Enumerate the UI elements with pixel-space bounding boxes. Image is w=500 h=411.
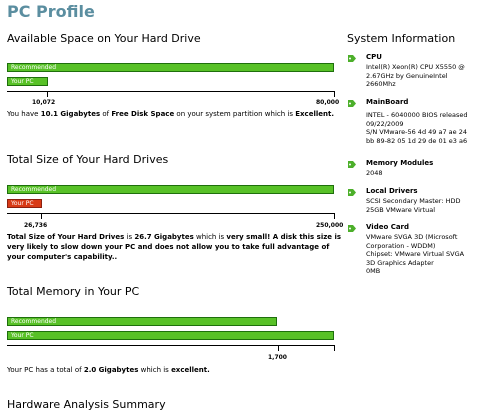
axis-tick xyxy=(47,91,48,97)
axis-tick-label: 1,700 xyxy=(268,354,287,361)
memory-summary: Your PC has a total of 2.0 Gigabytes which is excellent. xyxy=(7,366,210,374)
your-pc-bar xyxy=(7,331,334,340)
axis-tick-label: 26,736 xyxy=(24,222,48,229)
tag-icon xyxy=(347,224,357,233)
system-info-heading: System Information xyxy=(347,32,456,45)
axis-tick-label: 250,000 xyxy=(316,222,344,229)
tag-icon xyxy=(347,54,357,63)
axis-tick xyxy=(334,91,335,97)
total-size-heading: Total Size of Your Hard Drives xyxy=(7,153,169,166)
system-item-value: 2048 xyxy=(366,169,383,177)
recommended-bar xyxy=(7,317,277,326)
system-item-label: Local Drivers xyxy=(366,187,418,195)
recommended-bar-label: Recommended xyxy=(11,64,57,71)
axis-tick xyxy=(334,345,335,351)
system-item-value: SCSI Secondary Master: HDD 25GB VMware Virtual xyxy=(366,197,461,214)
axis-tick-label: 10,072 xyxy=(32,99,56,106)
system-item-label: MainBoard xyxy=(366,98,409,106)
system-item-value: INTEL - 6040000 BIOS released 09/22/2009 S/N VMware-56 4d 49 a7 ae 24 bb 89-82 05 1d 29 de 01 e3 a6 xyxy=(366,111,468,145)
axis-line xyxy=(7,345,335,346)
axis-tick xyxy=(41,213,42,219)
your-pc-bar-label: Your PC xyxy=(11,78,34,85)
recommended-bar-label: Recommended xyxy=(11,318,57,325)
system-item-value: Intel(R) Xeon(R) CPU X5550 @ 2.67GHz by GenuineIntel 2660Mhz xyxy=(366,63,465,88)
axis-tick xyxy=(334,213,335,219)
your-pc-bar-label: Your PC xyxy=(11,332,34,339)
memory-heading: Total Memory in Your PC xyxy=(7,285,140,298)
total-size-summary: Total Size of Your Hard Drives is 26.7 Gigabytes which is very small! A disk this size is very likely to slow down your PC and does not allow you to take full advantage of your computer's capability.. xyxy=(7,233,342,261)
your-pc-bar xyxy=(7,77,48,86)
axis-tick-label: 80,000 xyxy=(316,99,340,106)
system-item-label: Video Card xyxy=(366,223,410,231)
recommended-bar xyxy=(7,185,334,194)
recommended-bar xyxy=(7,63,334,72)
page-title: PC Profile xyxy=(7,2,95,21)
system-item-label: CPU xyxy=(366,53,382,61)
system-item-value: VMware SVGA 3D (Microsoft Corporation - WDDM) Chipset: VMware Virtual SVGA 3D Graphics Adapter 0MB xyxy=(366,233,465,275)
axis-tick xyxy=(278,345,279,351)
tag-icon xyxy=(347,160,357,169)
available-space-summary: You have 10.1 Gigabytes of Free Disk Space on your system partition which is Excellent. xyxy=(7,110,334,118)
available-space-heading: Available Space on Your Hard Drive xyxy=(7,32,201,45)
your-pc-bar xyxy=(7,199,42,208)
tag-icon xyxy=(347,99,357,108)
tag-icon xyxy=(347,188,357,197)
recommended-bar-label: Recommended xyxy=(11,186,57,193)
axis-line xyxy=(7,91,335,92)
hardware-summary-heading: Hardware Analysis Summary xyxy=(7,398,166,411)
system-item-label: Memory Modules xyxy=(366,159,434,167)
axis-line xyxy=(7,213,335,214)
your-pc-bar-label: Your PC xyxy=(11,200,34,207)
